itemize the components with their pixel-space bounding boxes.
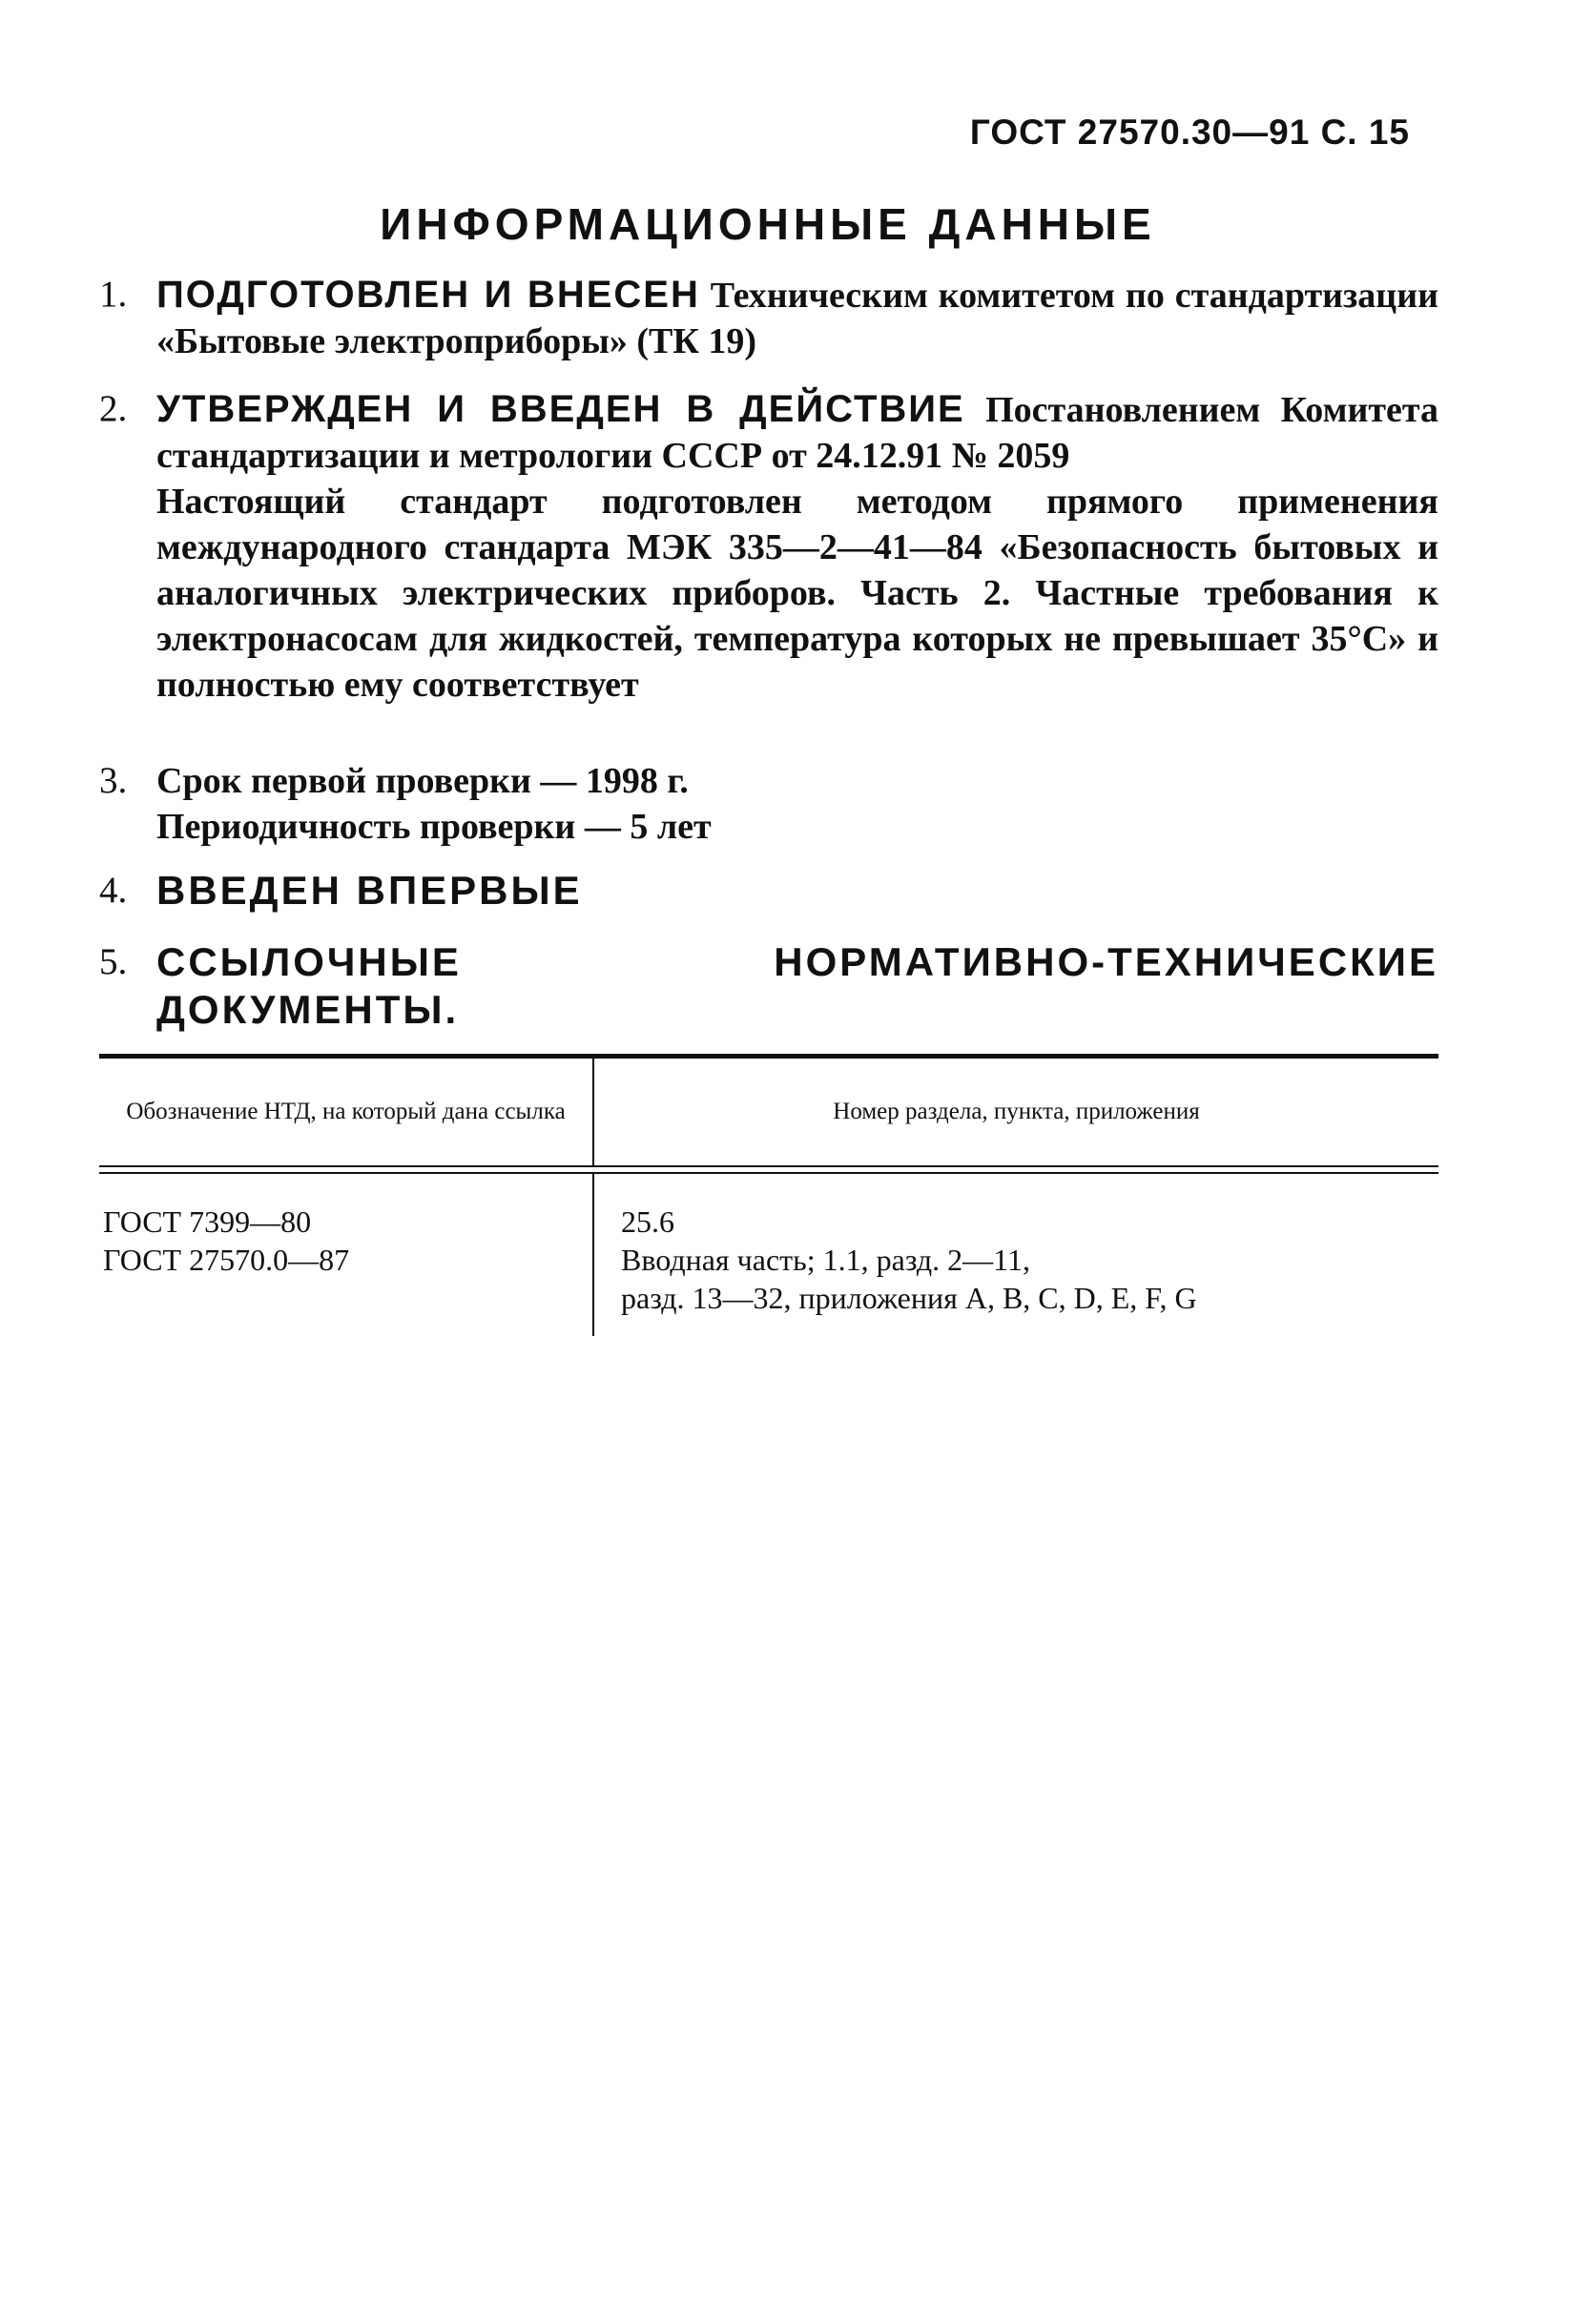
list-item-5 [99,939,1438,1035]
page-title: ИНФОРМАЦИОННЫЕ ДАННЫЕ [380,199,1156,249]
table-cell-line: ГОСТ 27570.0—87 [103,1243,350,1277]
item-heading: ПОДГОТОВЛЕН И ВНЕСЕН [156,274,700,316]
item-note: Настоящий стандарт подготовлен методом прямого применения международного стандарта МЭК 335—2—41—84 «Безопасность бытовых и аналогичных электрических приборов. Часть 2. Частные требования к электронасосам для жидкостей, температура которых не превышает 35°С» и полностью ему соответствует [156,482,1438,705]
list-item-2 [99,386,1438,708]
item-heading: ССЫЛОЧНЫЕ НОРМАТИВНО-ТЕХНИЧЕСКИЕ ДОКУМЕНТЫ. [156,939,1438,1032]
table-header-cell: Номер раздела, пункта, приложения [592,1059,1438,1165]
item-number: 1. [99,274,128,315]
item-line: Срок первой проверки — 1998 г. [156,761,689,801]
table-cell-line: разд. 13—32, приложения А, В, С, D, Е, F, G [621,1281,1197,1315]
item-heading: ВВЕДЕН ВПЕРВЫЕ [156,868,583,913]
item-text: Постановлением Комитета стандартизации и метрологии СССР от 24.12.91 № 2059 [156,390,1439,476]
item-line: Периодичность проверки — 5 лет [156,807,712,847]
item-number: 4. [99,870,128,911]
item-number: 5. [99,941,128,982]
table-cell-section [592,1174,1438,1336]
table-header-cell: Обозначение НТД, на который дана ссылка [126,1099,566,1124]
item-number: 3. [99,760,128,801]
reference-table [99,1054,1438,1336]
list-item-4 [99,868,1438,915]
table-cell-designation [99,1174,592,1336]
table-cell-line: Вводная часть; 1.1, разд. 2—11, [621,1243,1030,1277]
list-item-1 [99,272,1438,364]
table-header-rule [99,1165,1438,1174]
table-cell-line: ГОСТ 7399—80 [103,1204,312,1239]
table-header-row [99,1059,1438,1165]
item-text: Техническим комитетом по стандартизации «Бытовые электроприборы» (ТК 19) [156,276,1438,361]
running-head: ГОСТ 27570.30—91 С. 15 [969,113,1410,152]
table-cell-line: 25.6 [621,1204,674,1239]
item-number: 2. [99,388,128,429]
list-item-3 [99,758,1438,850]
table-row [99,1174,1438,1336]
item-heading: УТВЕРЖДЕН И ВВЕДЕН В ДЕЙСТВИЕ [156,388,965,430]
